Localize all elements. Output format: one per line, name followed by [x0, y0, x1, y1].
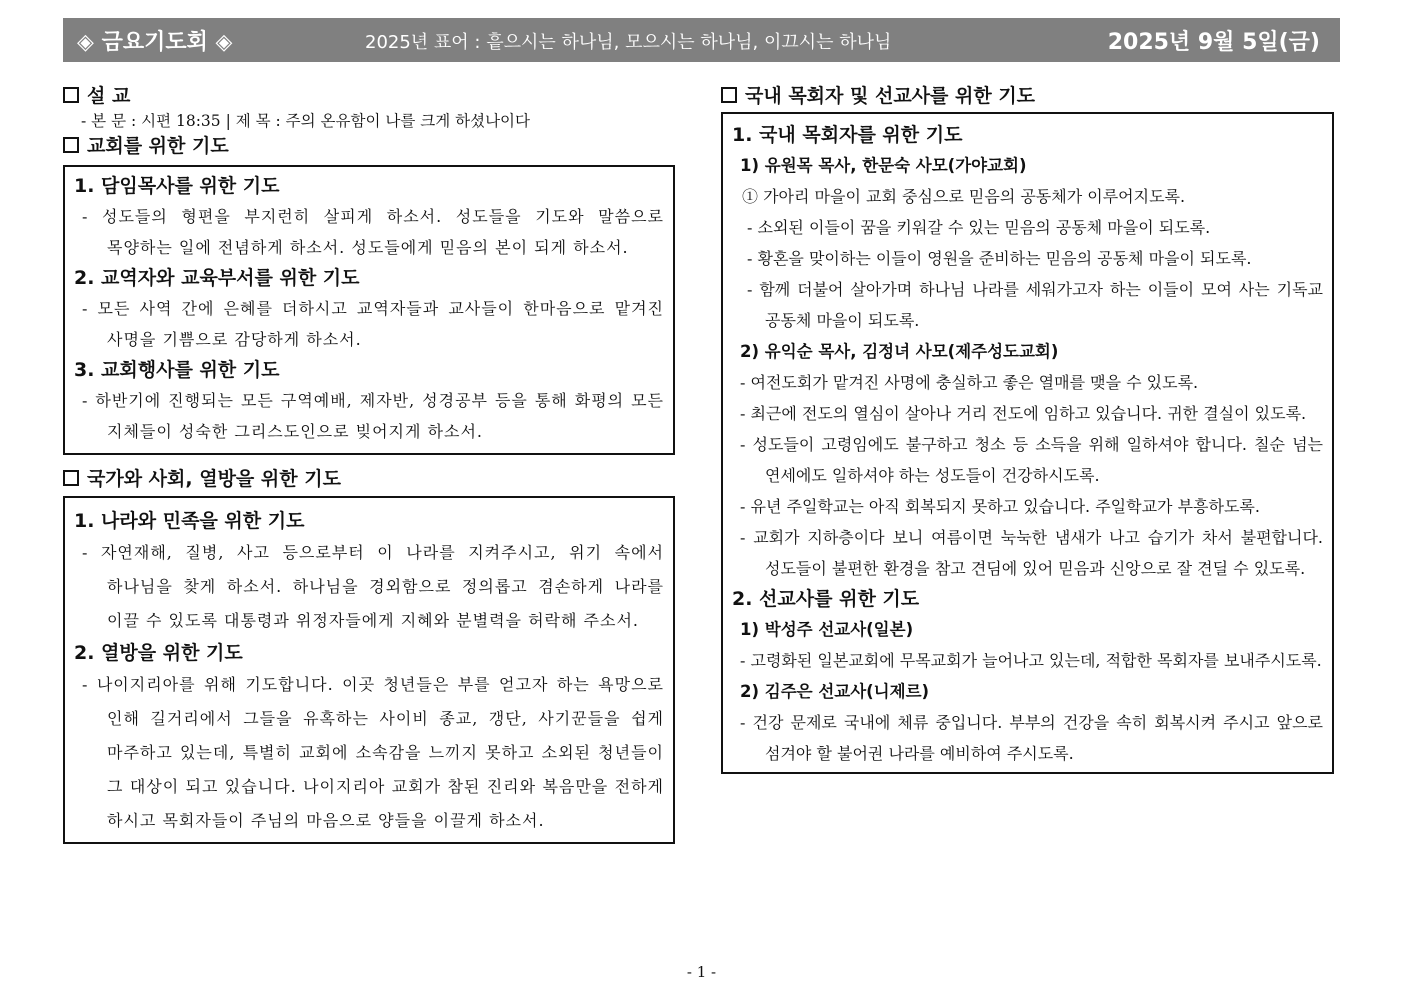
prayer-line: - 성도들이 고령임에도 불구하고 청소 등 소득을 위해 일하셔야 합니다. 칠순 넘는 연세에도 일하셔야 하는 성도들이 건강하시도록.: [740, 435, 1323, 485]
checkbox-square-icon: [63, 87, 79, 103]
prayer-line: - 소외된 이들이 꿈을 키워갈 수 있는 믿음의 공동체 마을이 되도록.: [747, 218, 1211, 237]
prayer-item-title: 1. 나라와 민족을 위한 기도: [74, 510, 305, 532]
pastor-name: 2) 유익순 목사, 김정녀 사모(제주성도교회): [740, 342, 1059, 361]
prayer-line: - 황혼을 맞이하는 이들이 영원을 준비하는 믿음의 공동체 마을이 되도록.: [747, 249, 1252, 268]
checkbox-square-icon: [63, 470, 79, 486]
header-title: ◈ 금요기도회 ◈: [77, 30, 233, 55]
prayer-item-text: - 하반기에 진행되는 모든 구역예배, 제자반, 성경공부 등을 통해 화평의 모든 지체들이 성숙한 그리스도인으로 빚어지게 하소서.: [82, 391, 664, 441]
checkbox-square-icon: [721, 87, 737, 103]
prayer-line: - 교회가 지하층이다 보니 여름이면 눅눅한 냄새가 나고 습기가 차서 불편합니다. 성도들이 불편한 환경을 참고 견딤에 있어 믿음과 신앙으로 잘 견딜 수 있도록.: [740, 528, 1323, 578]
missionary-name: 1) 박성주 선교사(일본): [740, 620, 914, 639]
prayer-item-title: 2. 열방을 위한 기도: [74, 642, 243, 664]
header-bar: [63, 18, 1340, 62]
page-number: - 1 -: [686, 963, 717, 981]
prayer-item-text: - 모든 사역 간에 은혜를 더하시고 교역자들과 교사들이 한마음으로 맡겨진 사명을 기쁨으로 감당하게 하소서.: [82, 299, 664, 349]
missionary-title: 2. 선교사를 위한 기도: [732, 588, 920, 610]
prayer-line: - 여전도회가 맡겨진 사명에 충실하고 좋은 열매를 맺을 수 있도록.: [740, 373, 1199, 392]
sermon-heading: [63, 82, 675, 110]
church-heading: [63, 132, 675, 160]
checkbox-square-icon: [63, 137, 79, 153]
prayer-line: - 고령화된 일본교회에 무목교회가 늘어나고 있는데, 적합한 목회자를 보내주시도록.: [740, 651, 1322, 670]
prayer-item-text: - 성도들의 형편을 부지런히 살피게 하소서. 성도들을 기도와 말씀으로 목양하는 일에 전념하게 하소서. 성도들에게 믿음의 본이 되게 하소서.: [82, 207, 664, 257]
prayer-item-title: 2. 교역자와 교육부서를 위한 기도: [74, 267, 360, 289]
prayer-line: - 건강 문제로 국내에 체류 중입니다. 부부의 건강을 속히 회복시켜 주시고 앞으로 섬겨야 할 불어권 나라를 예비하여 주시도록.: [740, 713, 1323, 763]
nation-heading: [63, 465, 675, 493]
missions-heading: [721, 82, 1334, 110]
header-date: 2025년 9월 5일(금): [1107, 30, 1320, 55]
prayer-item-title: 3. 교회행사를 위한 기도: [74, 359, 280, 381]
missionary-name: 2) 김주은 선교사(니제르): [740, 682, 930, 701]
domestic-title: 1. 국내 목회자를 위한 기도: [732, 124, 963, 146]
missions-prayer-box: [721, 112, 1334, 774]
right-column: [721, 82, 1334, 774]
pastor-name: 1) 유원목 목사, 한문숙 사모(가야교회): [740, 156, 1027, 175]
prayer-line: ① 가아리 마을이 교회 중심으로 믿음의 공동체가 이루어지도록.: [742, 187, 1186, 206]
header-motto: 2025년 표어 : 흩으시는 하나님, 모으시는 하나님, 이끄시는 하나님: [365, 32, 892, 53]
prayer-line: - 최근에 전도의 열심이 살아나 거리 전도에 임하고 있습니다. 귀한 결실이 있도록.: [740, 404, 1307, 423]
prayer-item-text: - 나이지리아를 위해 기도합니다. 이곳 청년들은 부를 얻고자 하는 욕망으로 인해 길거리에서 그들을 유혹하는 사이비 종교, 갱단, 사기꾼들을 쉽게 마주하고 있는데, 특별히 교회에 소속감을 느끼지 못하고 소외된 청년들이 그 대상이 되고 있습니다. 나이지리아 교회가 참된 진리와 복음만을 전하게 하시고 목회자들이 주님의 마음으로 양들을 이끌게 하소서.: [82, 675, 664, 830]
sermon-heading-label: 설 교: [87, 85, 131, 107]
nation-heading-label: 국가와 사회, 열방을 위한 기도: [87, 468, 341, 490]
church-heading-label: 교회를 위한 기도: [87, 135, 229, 157]
sermon-line: - 본 문 : 시편 18:35 | 제 목 : 주의 온유함이 나를 크게 하셨나이다: [81, 112, 530, 130]
prayer-item-title: 1. 담임목사를 위한 기도: [74, 175, 280, 197]
left-column: [63, 82, 675, 844]
missions-heading-label: 국내 목회자 및 선교사를 위한 기도: [745, 85, 1036, 107]
prayer-line: - 함께 더불어 살아가며 하나님 나라를 세워가고자 하는 이들이 모여 사는 기독교 공동체 마을이 되도록.: [747, 280, 1323, 330]
nation-prayer-box: [63, 496, 675, 844]
church-prayer-box: [63, 165, 675, 455]
prayer-line: - 유년 주일학교는 아직 회복되지 못하고 있습니다. 주일학교가 부흥하도록.: [740, 497, 1260, 516]
prayer-item-text: - 자연재해, 질병, 사고 등으로부터 이 나라를 지켜주시고, 위기 속에서 하나님을 찾게 하소서. 하나님을 경외함으로 정의롭고 겸손하게 나라를 이끌 수 있도록 대통령과 위정자들에게 지혜와 분별력을 허락해 주소서.: [82, 543, 664, 630]
